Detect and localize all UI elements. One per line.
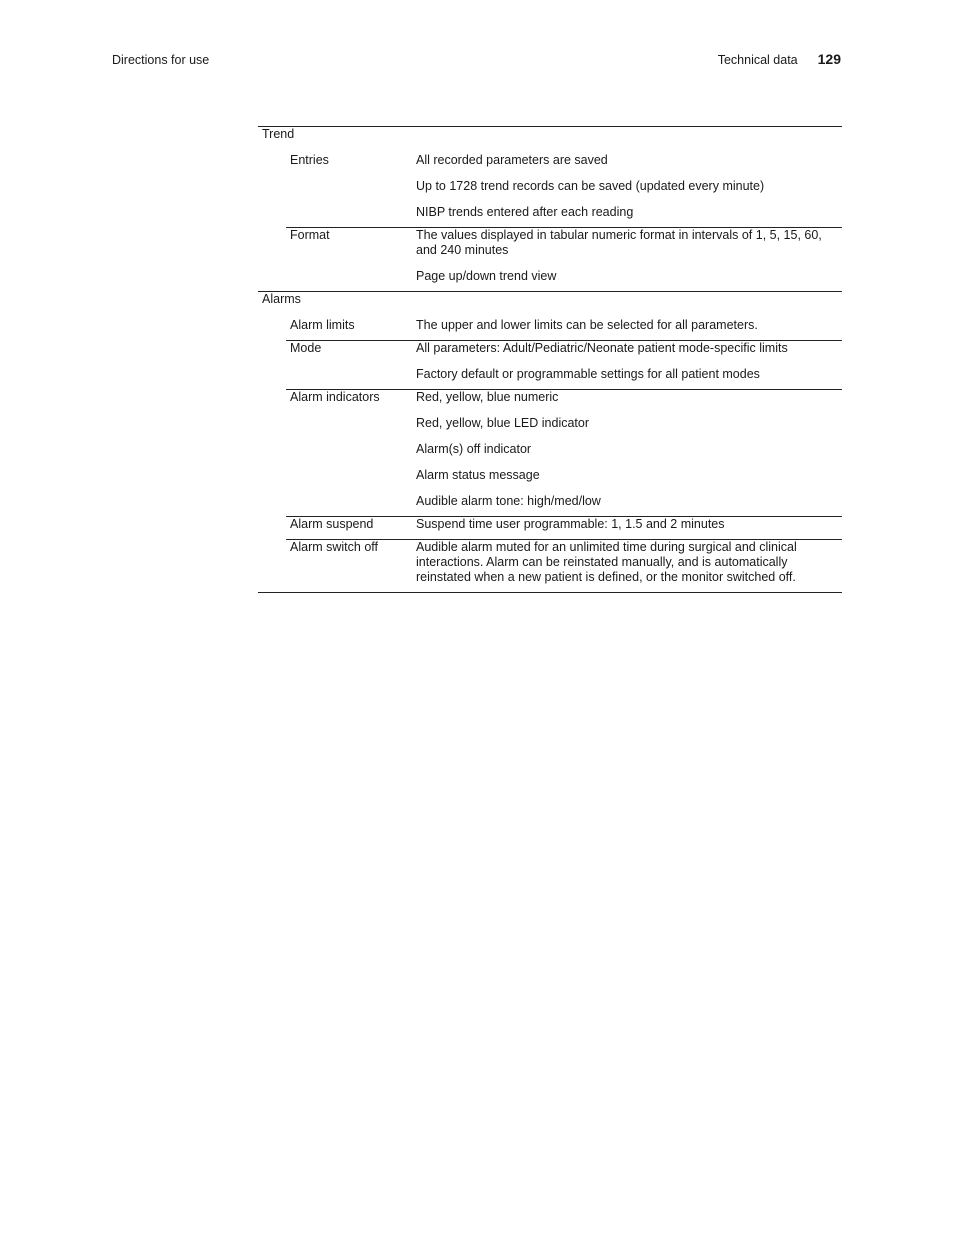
spec-section-title: Alarms [262,292,301,306]
spec-row-values [416,318,842,336]
spec-row-values [416,341,842,385]
spec-row-label: Alarm suspend [290,517,374,531]
spec-rows [258,318,842,592]
spec-row-values [416,517,842,535]
section-title: Technical data [717,53,798,67]
spec-value: NIBP trends entered after each reading [416,205,634,219]
spec-section-title: Trend [262,127,295,141]
spec-value: The upper and lower limits can be selected for all parameters. [416,318,758,332]
spec-value: Alarm status message [416,468,540,482]
spec-row-values [416,153,842,223]
page-number: 129 [817,51,841,67]
spec-section [258,127,842,291]
spec-value: Audible alarm tone: high/med/low [416,494,601,508]
spec-value: Audible alarm muted for an unlimited time during surgical and clinical interactions. Alarm can be reinstated manually, and is automatically reinstated when a new patient is defined, or the monitor switched off. [416,540,797,584]
spec-value: Alarm(s) off indicator [416,442,532,456]
spec-value: Red, yellow, blue LED indicator [416,416,590,430]
spec-rows [258,153,842,291]
spec-table [258,126,842,593]
spec-row-values [416,390,842,512]
spec-row-values [416,228,842,287]
spec-row [286,318,842,340]
page-header-right [718,51,841,67]
spec-row [286,153,842,227]
spec-row-label: Entries [290,153,329,167]
document-title: Directions for use [112,53,210,67]
spec-row-label: Alarm limits [290,318,355,332]
spec-row [286,340,842,389]
spec-value: All recorded parameters are saved [416,153,608,167]
spec-row-label: Alarm switch off [290,540,378,554]
spec-value: All parameters: Adult/Pediatric/Neonate patient mode-specific limits [416,341,788,355]
spec-row-label: Alarm indicators [290,390,380,404]
spec-value: Suspend time user programmable: 1, 1.5 and 2 minutes [416,517,725,531]
spec-row-label: Mode [290,341,322,355]
spec-row [286,227,842,291]
spec-row [286,539,842,592]
spec-value: Up to 1728 trend records can be saved (updated every minute) [416,179,765,193]
spec-row-label: Format [290,228,330,242]
spec-row-values [416,540,842,588]
spec-row [286,516,842,539]
spec-section [258,291,842,592]
spec-value: Factory default or programmable settings for all patient modes [416,367,760,381]
spec-value: The values displayed in tabular numeric format in intervals of 1, 5, 15, 60, and 240 minutes [416,228,822,257]
spec-value: Page up/down trend view [416,269,557,283]
spec-row [286,389,842,516]
spec-value: Red, yellow, blue numeric [416,390,559,404]
